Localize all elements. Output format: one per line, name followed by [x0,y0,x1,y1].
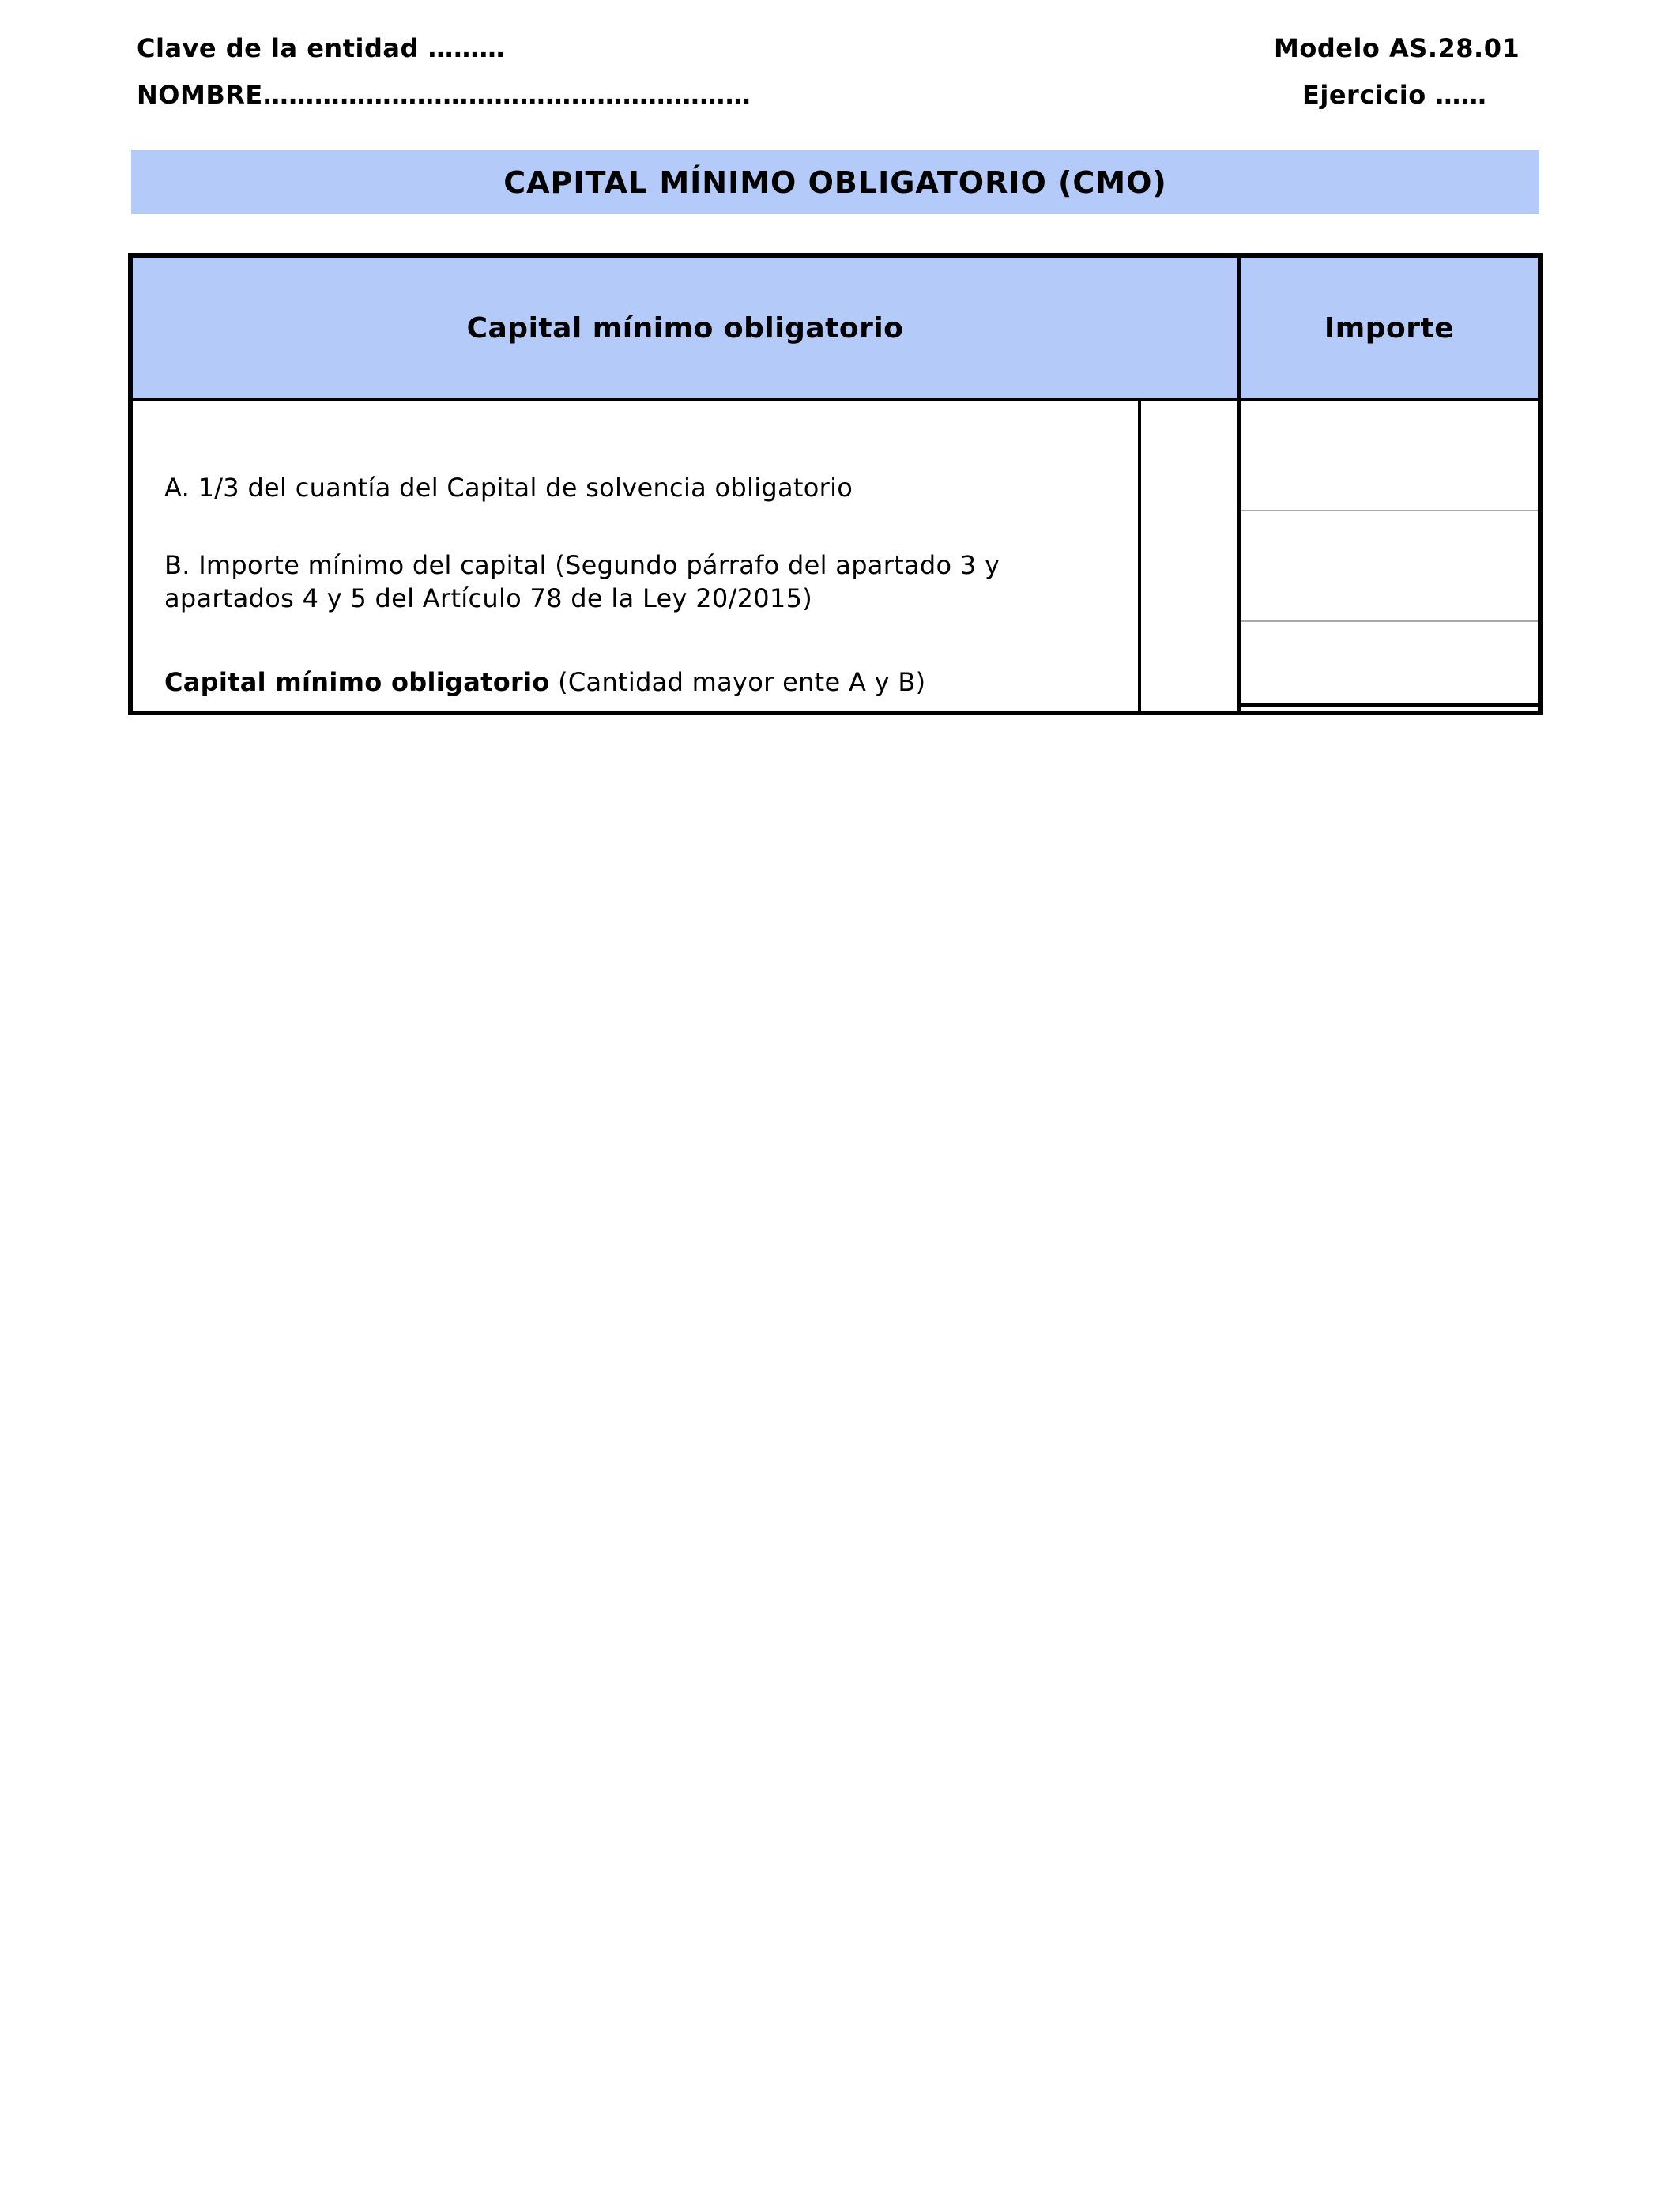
total-row-label-note: (Cantidad mayor ente A y B) [549,667,926,697]
capital-table [128,253,1543,715]
amount-cell-total[interactable] [1241,622,1538,707]
table-header-row [133,258,1538,401]
total-row-label-bold: Capital mínimo obligatorio [164,667,550,697]
column-header-description: Capital mínimo obligatorio [466,311,904,345]
form-model-label: Modelo AS.28.01 [1274,33,1520,63]
page-title: CAPITAL MÍNIMO OBLIGATORIO (CMO) [131,150,1539,214]
amount-cell-b[interactable] [1241,511,1538,622]
column-divider-code [1138,401,1141,711]
row-a-label: A. 1/3 del cuantía del Capital de solvencia obligatorio [164,473,853,503]
entity-code-label: Clave de la entidad ……… [137,33,505,63]
column-header-importe: Importe [1324,311,1455,345]
fiscal-year-label: Ejercicio …… [1302,80,1487,110]
entity-name-label: NOMBRE………………………………………………… [137,80,751,110]
amount-cell-a[interactable] [1241,401,1538,511]
table-body [133,401,1538,711]
total-row-label [164,665,1128,699]
row-b-label: B. Importe mínimo del capital (Segundo párrafo del apartado 3 y apartados 4 y 5 del Artículo 78 de la Ley 20/2015) [164,550,1000,613]
